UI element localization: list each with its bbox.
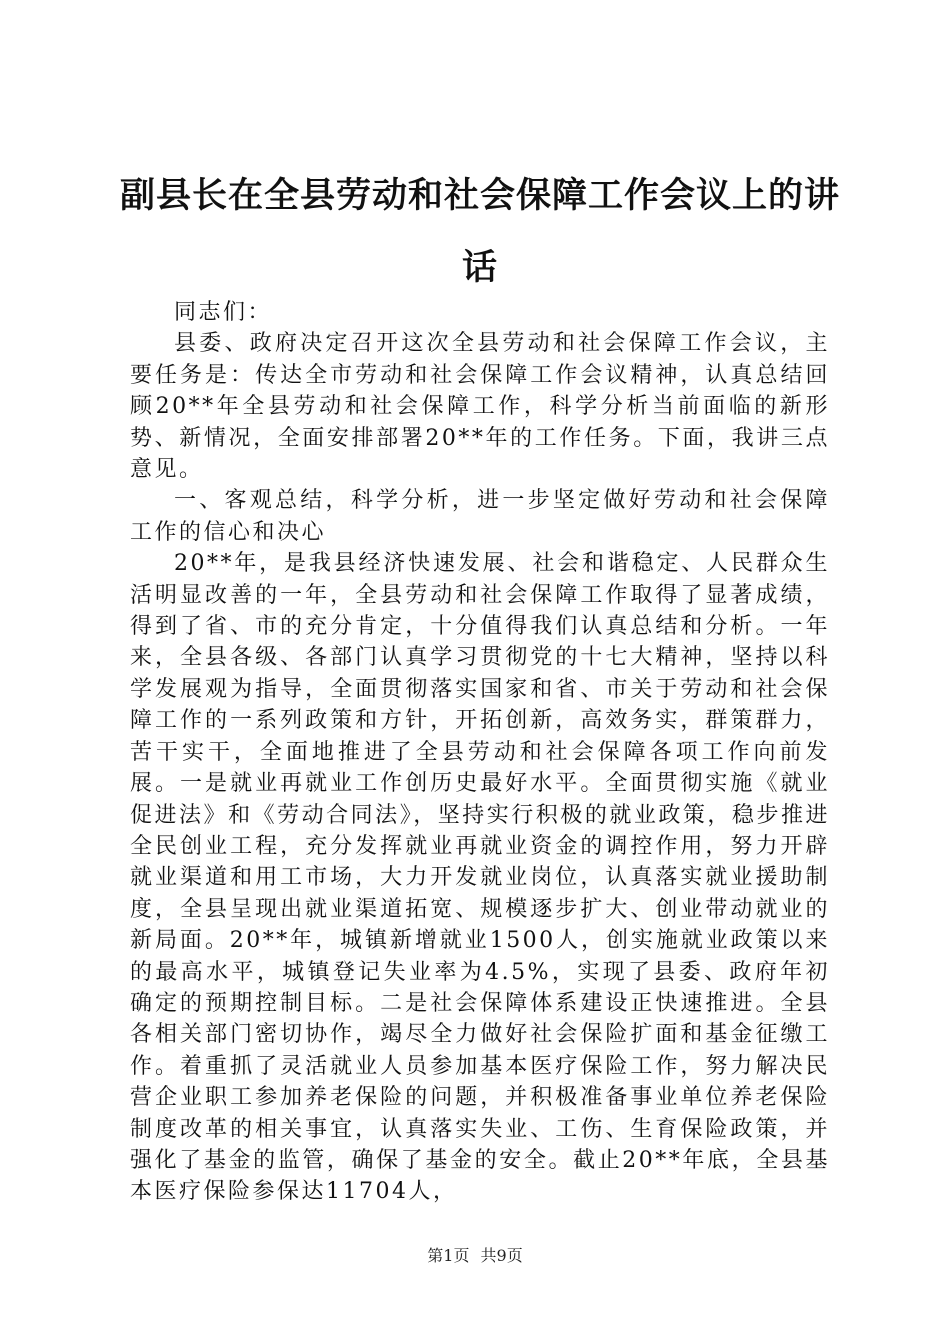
salutation: 同志们： <box>174 300 273 325</box>
document-title: 副县长在全县劳动和社会保障工作会议上的讲话 <box>120 175 841 288</box>
paragraph-intro: 县委、政府决定召开这次全县劳动和社会保障工作会议，主要任务是：传达全市劳动和社会保障工作会议精神，认真总结回顾20**年全县劳动和社会保障工作，科学分析当前面临的新形势、新情况，全面安排部署20**年的工作任务。下面，我讲三点意见。 <box>130 331 830 483</box>
page-total: 共9页 <box>480 1246 523 1265</box>
paragraph-summary: 20**年，是我县经济快速发展、社会和谐稳定、人民群众生活明显改善的一年，全县劳动和社会保障工作取得了显著成绩，得到了省、市的充分肯定，十分值得我们认真总结和分析。一年来，全县各级、各部门认真学习贯彻党的十七大精神，坚持以科学发展观为指导，全面贯彻落实国家和省、市关于劳动和社会保障工作的一系列政策和方针，开拓创新，高效务实，群策群力，苦干实干，全面地推进了全县劳动和社会保障各项工作向前发展。一是就业再就业工作创历史最好水平。全面贯彻实施《就业促进法》和《劳动合同法》，坚持实行积极的就业政策，稳步推进全民创业工程，充分发挥就业再就业资金的调控作用，努力开辟就业渠道和用工市场，大力开发就业岗位，认真落实就业援助制度，全县呈现出就业渠道拓宽、规模逐步扩大、创业带动就业的新局面。20**年，城镇新增就业1500人，创实施就业政策以来的最高水平，城镇登记失业率为4.5%，实现了县委、政府年初确定的预期控制目标。二是社会保障体系建设正快速推进。全县各相关部门密切协作，竭尽全力做好社会保险扩面和基金征缴工作。着重抓了灵活就业人员参加基本医疗保险工作，努力解决民营企业职工参加养老保险的问题，并积极准备事业单位养老保险制度改革的相关事宜，认真落实失业、工伤、生育保险政策，并强化了基金的监管，确保了基金的安全。截止20**年底，全县基本医疗保险参保达11704人， <box>130 551 830 1205</box>
page-number: 第1页 <box>427 1246 470 1265</box>
section-heading: 一、客观总结，科学分析，进一步坚定做好劳动和社会保障工作的信心和决心 <box>130 488 830 545</box>
page-footer <box>0 1243 950 1266</box>
document-body <box>130 297 830 1208</box>
